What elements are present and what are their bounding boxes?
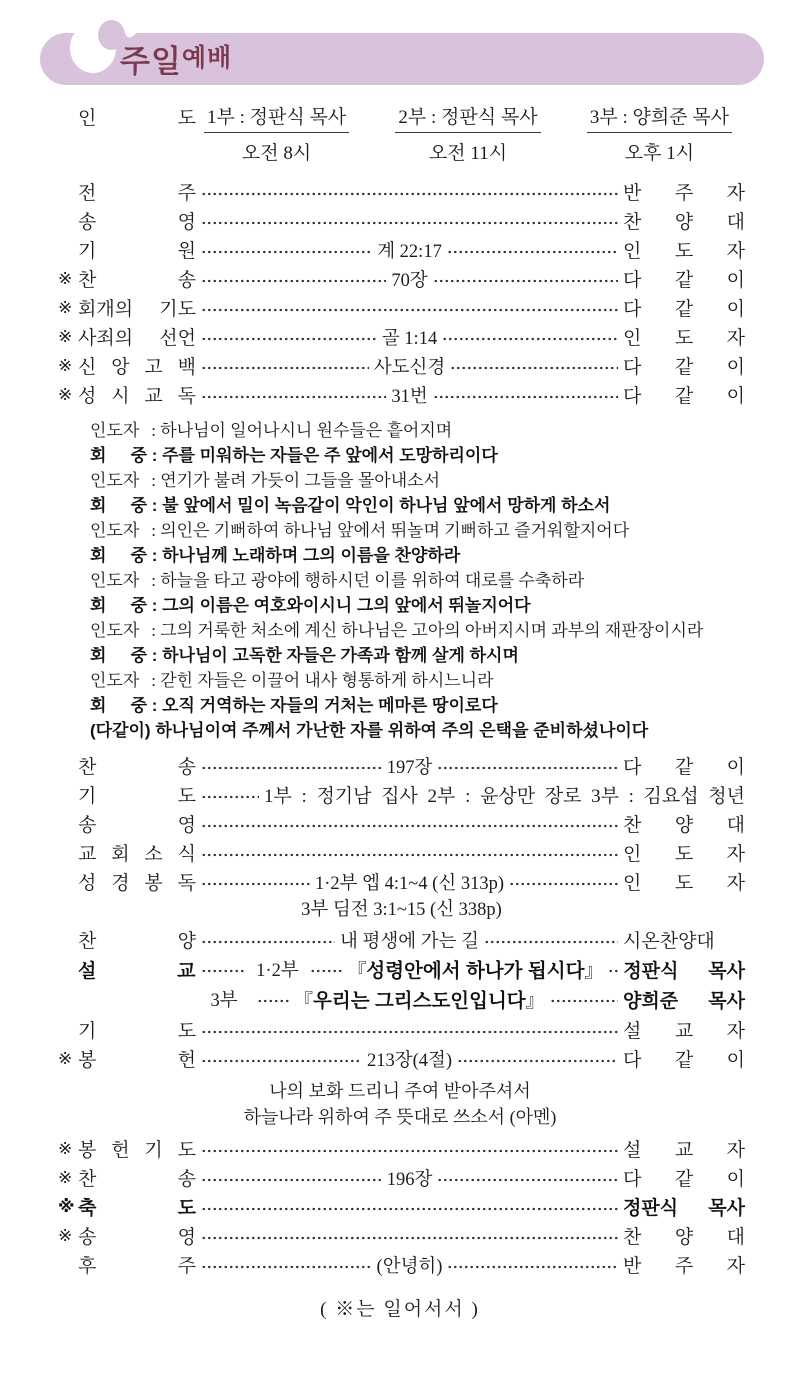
dotted-leader xyxy=(201,822,618,830)
speaker-separator xyxy=(147,446,162,465)
offering-hymn-line-2: 하늘나라 위하여 주 뜻대로 쓰소서 (아멘) xyxy=(243,1107,557,1127)
order-item-label: 후 주 xyxy=(78,1256,196,1277)
order-of-worship-block-4 xyxy=(58,1134,745,1279)
responsive-reading xyxy=(90,418,760,743)
order-row xyxy=(58,322,745,351)
standing-mark: ※ xyxy=(58,297,73,317)
order-row xyxy=(58,838,745,867)
order-item-detail: 계 22:17 xyxy=(377,241,442,262)
order-item-label: 송 영 xyxy=(78,815,196,836)
order-item-label: 봉 헌 xyxy=(78,1050,196,1071)
dotted-leader xyxy=(201,248,372,256)
responsive-reading-line xyxy=(90,568,760,593)
dotted-leader xyxy=(201,938,335,946)
speaker-separator xyxy=(147,496,162,515)
order-row xyxy=(58,1192,745,1221)
sermon-title-1-text: 성령안에서 하나가 됩시다 xyxy=(366,960,585,982)
order-row xyxy=(58,293,745,322)
order-item-person: 다 같 이 xyxy=(623,357,746,378)
reading-text: 하나님이 고독한 자들은 가족과 함께 살게 하시며 xyxy=(162,646,519,665)
speaker-separator xyxy=(147,546,162,565)
sermon-line-1 xyxy=(58,954,745,984)
dotted-leader xyxy=(310,967,342,975)
order-item-detail: 70장 xyxy=(391,270,428,291)
page-title xyxy=(120,36,232,81)
reading-speaker: 인도자 xyxy=(90,571,140,590)
worship-header-banner xyxy=(40,33,764,85)
order-item-person: 다 같 이 xyxy=(623,1050,746,1071)
order-row xyxy=(58,1015,745,1044)
order-item-label: 찬 송 xyxy=(78,757,196,778)
order-row xyxy=(58,867,745,896)
dotted-leader xyxy=(450,364,618,372)
offering-hymn xyxy=(0,1078,800,1130)
reading-speaker: 회 중 xyxy=(90,646,147,665)
order-row xyxy=(58,1221,745,1250)
order-of-worship-block-3 xyxy=(58,1015,745,1073)
sermon-title-1 xyxy=(347,955,603,983)
order-item-label: 기 도 xyxy=(78,786,196,807)
responsive-reading-line xyxy=(90,593,760,618)
speaker-separator xyxy=(147,671,160,690)
reading-text: 하나님께 노래하며 그의 이름을 찬양하라 xyxy=(162,546,461,565)
service-column-2 xyxy=(395,102,540,165)
order-item-person: 다 같 이 xyxy=(623,1169,745,1190)
responsive-reading-line xyxy=(90,543,760,568)
order-item-detail: 31번 xyxy=(391,386,428,407)
standing-mark: ※ xyxy=(58,355,73,375)
order-item-label: 성 시 교 독 xyxy=(78,386,196,407)
order-item-person: 찬 양 대 xyxy=(623,1227,745,1248)
order-item-label: 기 도 xyxy=(78,1021,196,1042)
order-item-label: 사죄의 선언 xyxy=(78,328,196,349)
dotted-leader xyxy=(447,1263,618,1271)
speaker-separator xyxy=(147,621,160,640)
reading-speaker: 인도자 xyxy=(90,521,140,540)
dotted-leader xyxy=(201,219,618,227)
sermon-line-2 xyxy=(58,984,745,1014)
order-item-detail: 내 평생에 가는 길 xyxy=(340,931,479,952)
quote-close: 』 xyxy=(525,991,545,1012)
order-item-person: 설 교 자 xyxy=(623,1021,745,1042)
order-row xyxy=(58,206,745,235)
sermon-title-2 xyxy=(294,985,545,1013)
reading-text: 하늘을 타고 광야에 행하시던 이를 위하여 대로를 수축하라 xyxy=(160,571,585,590)
service-2-time: 오전 11시 xyxy=(428,143,508,164)
order-row xyxy=(58,1163,745,1192)
order-item-label: 회개의 기도 xyxy=(78,299,196,320)
order-of-worship-block-2 xyxy=(58,751,745,954)
dotted-leader xyxy=(509,880,618,888)
reading-text: 연기가 불려 가듯이 그들을 몰아내소서 xyxy=(160,471,440,490)
order-item-label: 봉 헌 기 도 xyxy=(78,1140,196,1161)
responsive-reading-line xyxy=(90,668,760,693)
order-row xyxy=(58,235,745,264)
speaker-separator xyxy=(147,646,162,665)
order-item-detail: 196장 xyxy=(386,1169,433,1190)
order-item-label: 신 앙 고 백 xyxy=(78,357,196,378)
order-item-person: 설 교 자 xyxy=(623,1140,745,1161)
dotted-leader xyxy=(484,938,618,946)
reading-speaker: 인도자 xyxy=(90,621,140,640)
scripture-sub-line: 3부 딤전 3:1~15 (신 338p) xyxy=(301,900,502,920)
reading-text: 주를 미워하는 자들은 주 앞에서 도망하리이다 xyxy=(162,446,498,465)
service-2-leader: 2부 : 정판식 목사 xyxy=(395,102,540,133)
order-item-label: 기 원 xyxy=(78,241,196,262)
order-item-names: 1부 : 정기남 집사 2부 : 윤상만 장로 3부 : 김요섭 청년 xyxy=(264,786,745,807)
order-item-detail: 1·2부 엡 4:1~4 (신 313p) xyxy=(315,873,504,894)
order-item-person: 찬 양 대 xyxy=(623,212,745,233)
reading-text: 하나님이 일어나시니 원수들은 흩어지며 xyxy=(160,421,453,440)
dotted-leader xyxy=(201,306,618,314)
reading-speaker: 회 중 xyxy=(90,596,147,615)
dotted-leader xyxy=(550,997,618,1005)
standing-mark: ※ xyxy=(58,1167,73,1187)
dotted-leader xyxy=(201,1028,618,1036)
order-item-label: 찬 송 xyxy=(78,270,196,291)
dotted-leader xyxy=(201,190,618,198)
responsive-reading-line xyxy=(90,618,760,643)
standing-note: ( ※는 일어서서 ) xyxy=(320,1299,480,1320)
order-row xyxy=(58,751,745,780)
reading-speaker: (다같이) xyxy=(90,721,151,740)
order-row xyxy=(58,264,745,293)
order-row xyxy=(58,1134,745,1163)
quote-close: 』 xyxy=(584,961,604,982)
order-item-person: 인 도 자 xyxy=(623,328,746,349)
responsive-reading-line xyxy=(90,518,760,543)
order-row xyxy=(58,380,745,409)
order-item-label: 찬 송 xyxy=(78,1169,196,1190)
reading-text: 오직 거역하는 자들의 거처는 메마른 땅이로다 xyxy=(162,696,498,715)
dotted-leader xyxy=(201,1263,372,1271)
order-row xyxy=(58,1250,745,1279)
dotted-leader xyxy=(437,1176,618,1184)
sermon-section xyxy=(58,954,745,1014)
order-row xyxy=(58,177,745,206)
order-item-person: 다 같 이 xyxy=(623,299,745,320)
order-item-person: 다 같 이 xyxy=(623,757,745,778)
dotted-leader xyxy=(201,880,310,888)
order-row xyxy=(58,809,745,838)
dotted-leader xyxy=(201,335,377,343)
order-row xyxy=(58,925,745,954)
order-item-person: 찬 양 대 xyxy=(623,815,745,836)
dotted-leader xyxy=(201,393,386,401)
responsive-reading-line xyxy=(90,643,760,668)
dotted-leader xyxy=(201,1205,618,1213)
leaders-row-label: 인 도 xyxy=(78,108,196,129)
dotted-leader xyxy=(201,1176,382,1184)
service-1-leader: 1부 : 정판식 목사 xyxy=(204,102,349,133)
dotted-leader xyxy=(257,997,289,1005)
order-item-label: 교 회 소 식 xyxy=(78,844,196,865)
order-item-person: 인 도 자 xyxy=(623,241,746,262)
offering-hymn-line-1: 나의 보화 드리니 주여 받아주셔서 xyxy=(269,1081,531,1101)
reading-speaker: 인도자 xyxy=(90,421,140,440)
reading-speaker: 회 중 xyxy=(90,546,147,565)
service-column-1 xyxy=(204,102,349,165)
order-item-label: 성 경 봉 독 xyxy=(78,873,196,894)
dotted-leader xyxy=(437,764,618,772)
service-column-3 xyxy=(587,102,732,165)
order-row xyxy=(58,780,745,809)
order-of-worship-block-1 xyxy=(58,177,745,409)
order-item-label: 송 영 xyxy=(78,212,196,233)
order-item-detail: 골 1:14 xyxy=(381,328,438,349)
dotted-leader xyxy=(433,393,618,401)
order-item-person: 다 같 이 xyxy=(623,270,745,291)
reading-text: 그의 거룩한 처소에 계신 하나님은 고아의 아버지시며 과부의 재판장이시라 xyxy=(160,621,704,640)
standing-mark: ※ xyxy=(58,1138,73,1158)
order-item-detail: 197장 xyxy=(386,757,433,778)
dotted-leader xyxy=(608,967,618,975)
responsive-reading-line xyxy=(90,443,760,468)
responsive-reading-line xyxy=(90,418,760,443)
dotted-leader xyxy=(201,764,382,772)
order-item-person: 인 도 자 xyxy=(623,873,745,894)
sermon-preacher-2: 양희준 목사 xyxy=(623,990,745,1012)
dotted-leader xyxy=(201,1147,618,1155)
order-item-label: 찬 양 xyxy=(78,931,196,952)
order-item-detail: (안녕히) xyxy=(376,1256,443,1277)
sermon-title-2-text: 우리는 그리스도인입니다 xyxy=(313,990,526,1012)
reading-speaker: 회 중 xyxy=(90,496,147,515)
speaker-separator xyxy=(147,521,160,540)
reading-text: 그의 이름은 여호와이시니 그의 앞에서 뛰놀지어다 xyxy=(162,596,531,615)
reading-speaker: 회 중 xyxy=(90,446,147,465)
speaker-separator xyxy=(147,471,160,490)
page-title-main: 주일 xyxy=(120,44,182,79)
leaders-row-star-spacer xyxy=(58,102,78,165)
reading-speaker: 인도자 xyxy=(90,471,140,490)
dotted-leader xyxy=(433,277,618,285)
order-item-person: 인 도 자 xyxy=(623,844,745,865)
standing-mark: ※ xyxy=(58,384,73,404)
service-3-leader: 3부 : 양희준 목사 xyxy=(587,102,732,133)
order-item-person: 정판식 목사 xyxy=(623,1198,745,1219)
standing-mark: ※ xyxy=(58,1048,73,1068)
responsive-reading-line xyxy=(90,468,760,493)
responsive-reading-line xyxy=(90,718,760,743)
speaker-separator xyxy=(147,421,160,440)
speaker-separator xyxy=(147,696,162,715)
sermon-part-2: 3부 xyxy=(210,991,238,1011)
service-1-time: 오전 8시 xyxy=(241,143,312,164)
quote-open: 『 xyxy=(294,991,314,1012)
dotted-leader xyxy=(201,1234,618,1242)
dotted-leader xyxy=(201,277,386,285)
standing-mark: ※ xyxy=(58,1196,75,1216)
order-item-person: 반 주 자 xyxy=(623,1256,745,1277)
service-columns xyxy=(196,102,750,165)
responsive-reading-line xyxy=(90,693,760,718)
order-row xyxy=(58,1044,745,1073)
sermon-preacher-1: 정판식 목사 xyxy=(623,960,745,982)
speaker-separator xyxy=(147,571,160,590)
standing-mark: ※ xyxy=(58,1225,73,1245)
sermon-part-1: 1·2부 xyxy=(256,961,299,981)
order-item-detail: 213장(4절) xyxy=(366,1050,453,1071)
sermon-label: 설 교 xyxy=(77,960,196,982)
dotted-leader xyxy=(201,967,245,975)
reading-speaker: 회 중 xyxy=(90,696,147,715)
reading-text: 불 앞에서 밀이 녹음같이 악인이 하나님 앞에서 망하게 하소서 xyxy=(162,496,611,515)
order-item-person: 시온찬양대 xyxy=(623,931,715,952)
dotted-leader xyxy=(442,335,618,343)
reading-text: 갇힌 자들은 이끌어 내사 형통하게 하시느니라 xyxy=(160,671,494,690)
reading-speaker: 인도자 xyxy=(90,671,140,690)
standing-mark: ※ xyxy=(58,268,73,288)
responsive-reading-line xyxy=(90,493,760,518)
service-leaders-row xyxy=(58,102,750,165)
service-3-time: 오후 1시 xyxy=(624,143,695,164)
reading-text: 하나님이여 주께서 가난한 자를 위하여 주의 은택을 준비하셨나이다 xyxy=(155,721,649,740)
dotted-leader xyxy=(457,1057,618,1065)
order-item-label: 송 영 xyxy=(78,1227,196,1248)
order-row xyxy=(58,351,745,380)
dotted-leader xyxy=(201,851,618,859)
order-item-person: 다 같 이 xyxy=(623,386,745,407)
dotted-leader xyxy=(201,793,259,801)
order-item-detail: 사도신경 xyxy=(373,357,446,378)
reading-text: 의인은 기뻐하여 하나님 앞에서 뛰놀며 기뻐하고 즐거워할지어다 xyxy=(160,521,630,540)
order-item-label: 축 도 xyxy=(78,1198,196,1219)
standing-mark: ※ xyxy=(58,326,73,346)
page-title-sub: 예배 xyxy=(181,44,233,72)
order-item-label: 전 주 xyxy=(78,183,196,204)
dotted-leader xyxy=(201,1057,362,1065)
dotted-leader xyxy=(201,364,369,372)
quote-open: 『 xyxy=(347,961,367,982)
order-item-person: 반 주 자 xyxy=(623,183,745,204)
dotted-leader xyxy=(447,248,618,256)
speaker-separator xyxy=(147,596,162,615)
